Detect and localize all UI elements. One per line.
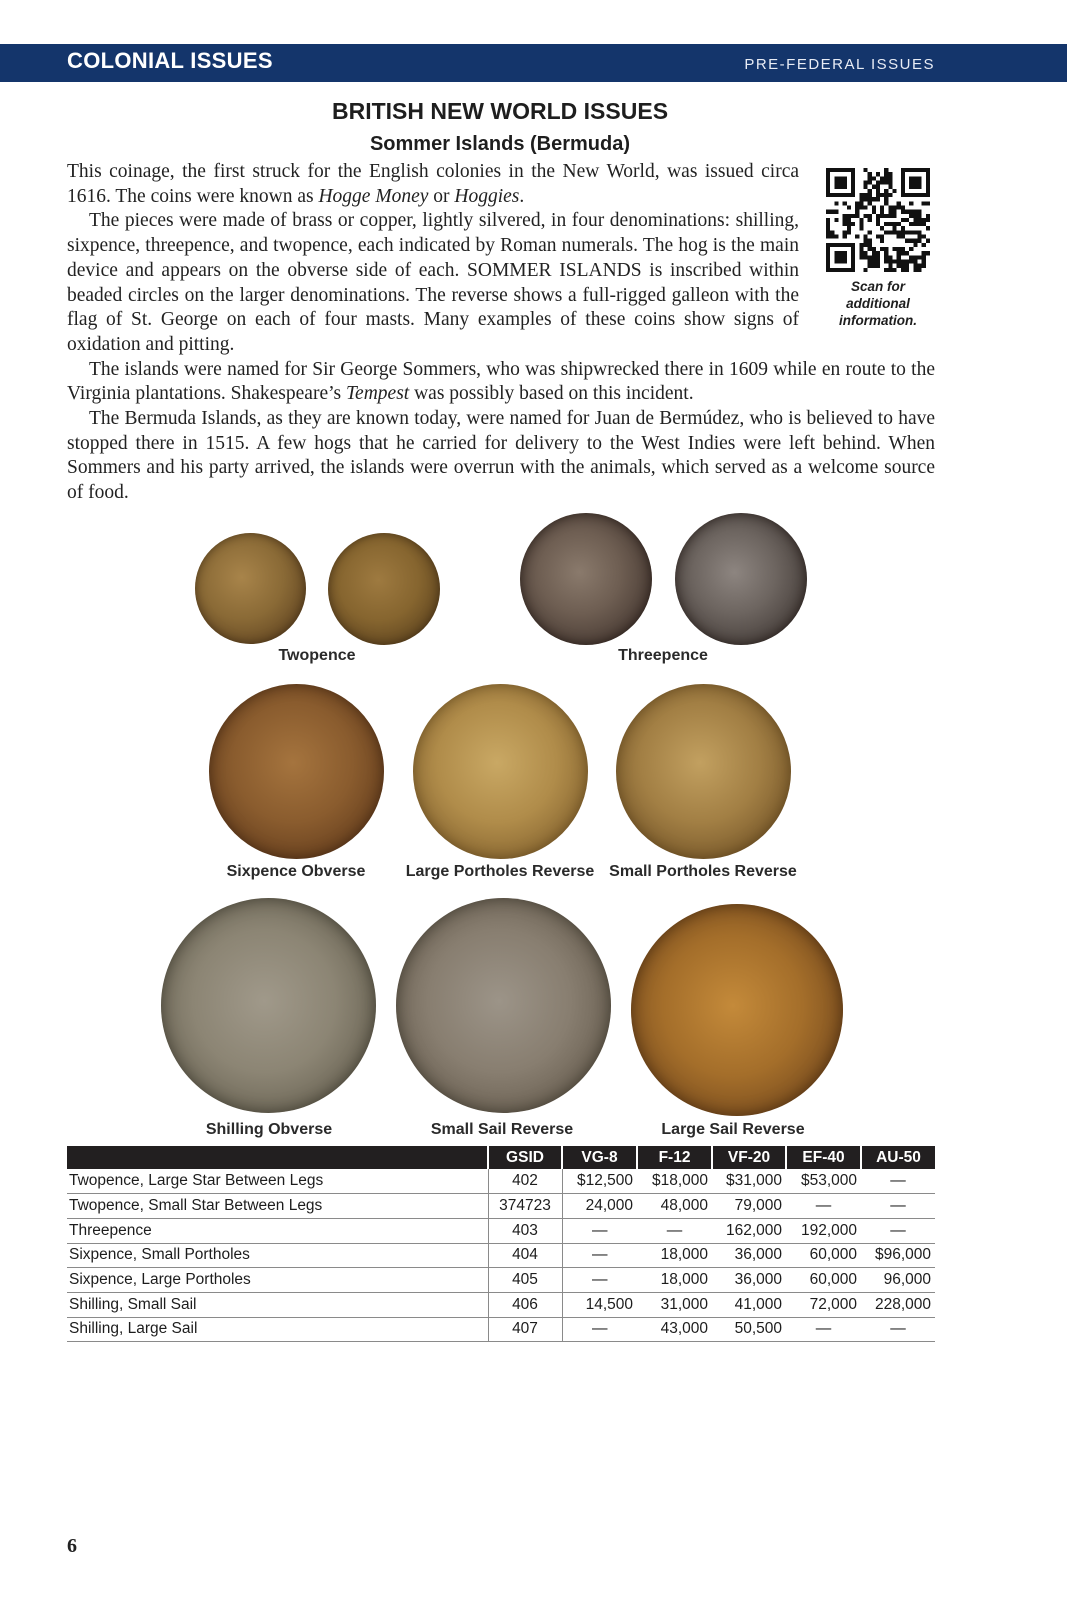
shilling-obverse-image [161, 898, 376, 1113]
table-cell-name: Shilling, Small Sail [67, 1292, 488, 1317]
qr-caption-line: additional [846, 296, 910, 311]
price-table [67, 1146, 935, 1342]
table-cell-gsid: 407 [488, 1317, 562, 1342]
section-title: COLONIAL ISSUES [67, 48, 273, 73]
table-cell-price: 18,000 [637, 1268, 712, 1293]
table-cell-name: Sixpence, Large Portholes [67, 1268, 488, 1293]
paragraph-4: The Bermuda Islands, as they are known today, were named for Juan de Bermúdez, who is believed to have stopped there in 1515. A few hogs that he carried for delivery to the West Indies were left behind. When Sommers and his party arrived, the islands were overrun with the animals, which served as a welcome source of food. [67, 408, 935, 504]
table-cell-price: 24,000 [562, 1194, 637, 1219]
column-header: EF-40 [786, 1146, 861, 1169]
threepence-reverse-image [675, 513, 807, 645]
table-row [67, 1268, 935, 1293]
table-row [67, 1317, 935, 1342]
table-cell-price: — [861, 1194, 935, 1219]
text-run: The islands were named for Sir George Sommers, who was shipwrecked there in 1609 while en route to the Virginia plantations. Shakespeare’s [67, 358, 935, 405]
table-cell-price: — [786, 1194, 861, 1219]
table-cell-price: — [861, 1317, 935, 1342]
twopence-obverse-image [195, 533, 306, 644]
column-header: GSID [488, 1146, 562, 1169]
table-cell-price: 162,000 [712, 1218, 786, 1243]
table-cell-price: 228,000 [861, 1292, 935, 1317]
small-portholes-reverse-image [616, 684, 791, 859]
table-cell-gsid: 403 [488, 1218, 562, 1243]
intro-text [67, 160, 935, 506]
page-subtitle: Sommer Islands (Bermuda) [369, 133, 631, 155]
coin-label-shilling-obverse: Shilling Obverse [205, 1121, 333, 1138]
text-run-italic: Tempest [346, 383, 410, 405]
text-run: was possibly based on this incident. [409, 383, 694, 405]
column-header: VG-8 [562, 1146, 637, 1169]
column-header: F-12 [637, 1146, 712, 1169]
threepence-obverse-image [520, 513, 652, 645]
small-sail-reverse-image [396, 898, 611, 1113]
column-header: AU-50 [861, 1146, 935, 1169]
qr-caption-line: Scan for [850, 279, 905, 294]
table-cell-price: 36,000 [712, 1243, 786, 1268]
large-portholes-reverse-image [413, 684, 588, 859]
table-cell-price: 60,000 [786, 1268, 861, 1293]
table-cell-price: $12,500 [562, 1169, 637, 1194]
table-cell-gsid: 404 [488, 1243, 562, 1268]
table-cell-price: 41,000 [712, 1292, 786, 1317]
paragraph-1 [67, 160, 799, 209]
table-cell-price: $31,000 [712, 1169, 786, 1194]
table-cell-name: Twopence, Large Star Between Legs [67, 1169, 488, 1194]
table-cell-price: — [786, 1317, 861, 1342]
table-cell-price: 18,000 [637, 1243, 712, 1268]
table-cell-price: 14,500 [562, 1292, 637, 1317]
table-cell-name: Shilling, Large Sail [67, 1317, 488, 1342]
table-cell-name: Twopence, Small Star Between Legs [67, 1194, 488, 1219]
table-cell-price: — [562, 1268, 637, 1293]
table-cell-gsid: 406 [488, 1292, 562, 1317]
coin-label-large-portholes: Large Portholes Reverse [405, 863, 595, 880]
table-row [67, 1218, 935, 1243]
paragraph-3 [67, 358, 935, 407]
table-cell-price: 48,000 [637, 1194, 712, 1219]
table-cell-price: $96,000 [861, 1243, 935, 1268]
sixpence-obverse-image [209, 684, 384, 859]
text-run: This coinage, the first struck for the English colonies in the New World, was issued circa 1616. The coins were known as [67, 161, 799, 207]
table-row [67, 1243, 935, 1268]
table-cell-gsid: 405 [488, 1268, 562, 1293]
table-cell-price: 72,000 [786, 1292, 861, 1317]
table-cell-price: — [562, 1317, 637, 1342]
table-cell-gsid: 374723 [488, 1194, 562, 1219]
text-run: or [428, 185, 455, 207]
text-run-italic: Hoggies [454, 185, 520, 207]
text-run-italic: Hogge Money [318, 185, 429, 207]
paragraph-2: The pieces were made of brass or copper, lightly silvered, in four denominations: shilling, sixpence, threepence, and twopence, each indicated by Roman numerals. The hog is the main device and appears on the obverse side of each. SOMMER ISLANDS is inscribed within beaded circles on the larger denominations. The reverse shows a full-rigged galleon with the flag of St. George on each of four masts. Many examples of these coins show signs of oxidation and pitting. [67, 210, 799, 355]
table-cell-price: — [562, 1243, 637, 1268]
table-cell-price: 192,000 [786, 1218, 861, 1243]
table-cell-price: 31,000 [637, 1292, 712, 1317]
coin-label-sixpence-obverse: Sixpence Obverse [226, 863, 366, 880]
coin-label-twopence: Twopence [278, 647, 356, 664]
coin-label-large-sail: Large Sail Reverse [661, 1121, 805, 1138]
coin-label-small-portholes: Small Portholes Reverse [609, 863, 797, 880]
section-header-bar [0, 44, 1067, 82]
qr-caption-line: information. [839, 313, 917, 328]
table-cell-price: 50,500 [712, 1317, 786, 1342]
table-cell-price: — [861, 1218, 935, 1243]
text-run: . [519, 185, 525, 207]
table-cell-price: $53,000 [786, 1169, 861, 1194]
table-cell-price: 96,000 [861, 1268, 935, 1293]
twopence-reverse-image [328, 533, 440, 645]
table-cell-price: 43,000 [637, 1317, 712, 1342]
page-number: 6 [67, 1535, 77, 1557]
large-sail-reverse-image [631, 904, 843, 1116]
coin-label-threepence: Threepence [618, 647, 708, 664]
table-cell-price: $18,000 [637, 1169, 712, 1194]
table-cell-gsid: 402 [488, 1169, 562, 1194]
table-row [67, 1194, 935, 1219]
section-category: PRE-FEDERAL ISSUES [744, 56, 935, 73]
table-cell-price: 79,000 [712, 1194, 786, 1219]
table-cell-price: — [562, 1218, 637, 1243]
coin-label-small-sail: Small Sail Reverse [430, 1121, 574, 1138]
table-row [67, 1292, 935, 1317]
table-row [67, 1169, 935, 1194]
table-cell-price: — [861, 1169, 935, 1194]
table-cell-price: — [637, 1218, 712, 1243]
column-header: VF-20 [712, 1146, 786, 1169]
table-cell-name: Sixpence, Small Portholes [67, 1243, 488, 1268]
page-title: BRITISH NEW WORLD ISSUES [331, 98, 669, 124]
table-cell-price: 36,000 [712, 1268, 786, 1293]
table-cell-name: Threepence [67, 1218, 488, 1243]
table-header-row [67, 1146, 935, 1169]
table-cell-price: 60,000 [786, 1243, 861, 1268]
column-header [67, 1146, 488, 1169]
